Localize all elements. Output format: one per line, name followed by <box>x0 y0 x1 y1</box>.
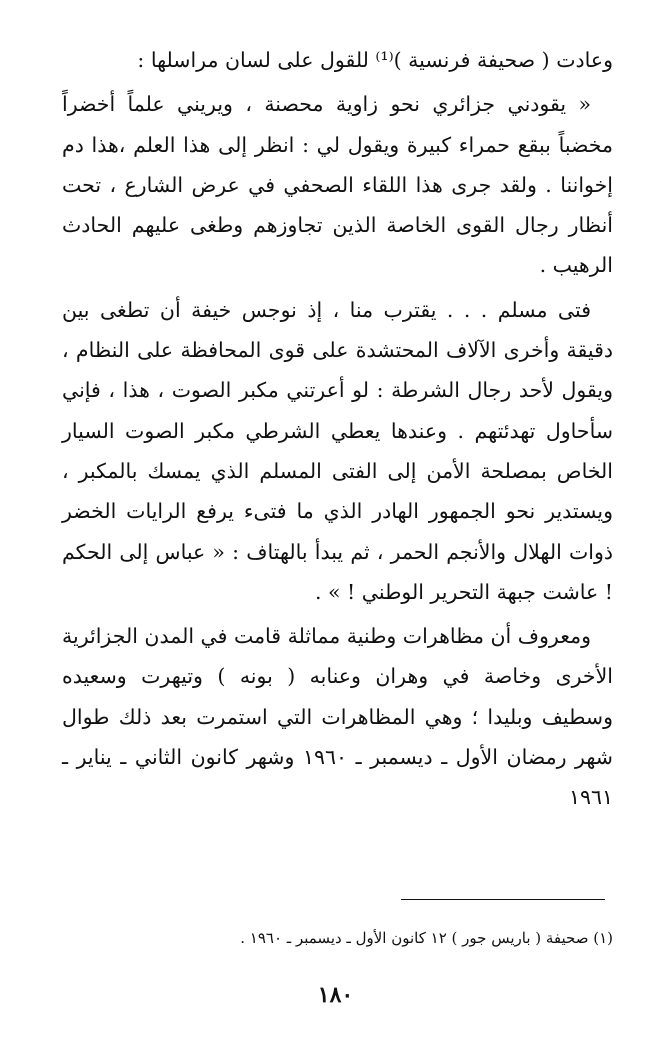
main-text <box>62 40 613 822</box>
paragraph-intro: وعادت ( صحيفة فرنسية )⁽¹⁾ للقول على لسان مراسلها : <box>137 48 613 72</box>
paragraph-demonstrations: ومعروف أن مظاهرات وطنية مماثلة قامت في المدن الجزائرية الأخرى وخاصة في وهران وعنابه ( بونه ) وتيهرت وسعيده وسطيف وبليدا ؛ وهي المظاهرات التي استمرت بعد ذلك طوال شهر رمضان الأول ـ ديسمبر ـ ١٩٦٠ وشهر كانون الثاني ـ يناير ـ ١٩٦١ <box>62 624 613 810</box>
footnote: (١) صحيفة ( باريس جور ) ١٢ كانون الأول ـ ديسمبر ـ ١٩٦٠ . <box>240 929 613 947</box>
paragraph-quote-flag: « يقودني جزائري نحو زاوية محصنة ، ويريني علماً أخضراً مخضباً ببقع حمراء كبيرة ويقول لي : انظر إلى هذا العلم ،هذا دم إخواننا . ولقد جرى هذا اللقاء الصحفي في عرض الشارع ، تحت أنظار رجال القوى الخاصة الذين تجاوزهم وطغى عليهم الحادث الرهيب . <box>62 92 613 278</box>
page-number: ١٨٠ <box>317 982 354 1008</box>
paragraph-young-muslim: فتى مسلم . . . يقترب منا ، إذ نوجس خيفة أن تطغى بين دقيقة وأخرى الآلاف المحتشدة على قوى المحافظة على النظام ، ويقول لأحد رجال الشرطة : لو أعرتني مكبر الصوت ، هذا ، فإني سأحاول تهدئتهم . وعندها يعطي الشرطي مكبر الصوت السيار الخاص بمصلحة الأمن إلى الفتى المسلم الذي يمسك بالمكبر ، ويستدير نحو الجمهور الهادر الذي ما فتىء يرفع الرايات الخضر ذوات الهلال والأنجم الحمر ، ثم يبدأ بالهتاف : « عباس إلى الحكم ! عاشت جبهة التحرير الوطني ! » . <box>62 297 613 604</box>
footnote-divider <box>401 899 605 900</box>
